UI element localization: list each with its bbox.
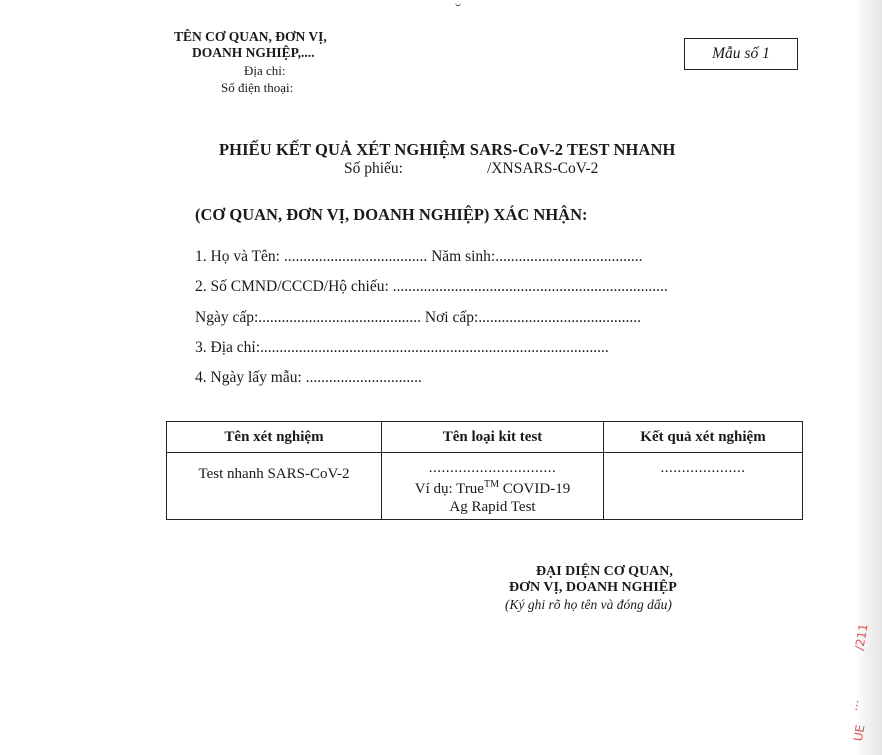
kit-example-suffix: COVID-19 xyxy=(498,481,571,497)
org-name-line2: DOANH NGHIỆP,.... xyxy=(192,45,315,60)
phone-label: Số điện thoại: xyxy=(221,80,294,95)
field-name-birthyear: 1. Họ và Tên: ..................................... Năm sinh:...................................... xyxy=(195,248,643,265)
table-row xyxy=(167,453,803,520)
stamp-mark-1: /211 xyxy=(852,622,871,652)
result-table xyxy=(166,421,803,520)
field-id-number: 2. Số CMND/CCCD/Hộ chiếu: ....................................................................... xyxy=(195,278,668,295)
ticket-number-suffix: /XNSARS-CoV-2 xyxy=(487,160,599,177)
stamp-mark-3: UE xyxy=(850,723,868,743)
table-header-row xyxy=(167,422,803,453)
kit-dots: .............................. xyxy=(428,460,557,476)
kit-example-line1 xyxy=(382,476,603,498)
org-name-line1: TÊN CƠ QUAN, ĐƠN VỊ, xyxy=(174,29,327,44)
kit-example-line2: Ag Rapid Test xyxy=(449,499,536,515)
page-edge-mark xyxy=(455,0,461,6)
test-name-text: Test nhanh SARS-CoV-2 xyxy=(198,466,350,482)
ticket-number-label: Số phiếu: xyxy=(344,160,403,177)
signature-title-line1: ĐẠI DIỆN CƠ QUAN, xyxy=(536,564,673,579)
page-title: PHIẾU KẾT QUẢ XÉT NGHIỆM SARS-CoV-2 TEST NHANH xyxy=(219,140,676,159)
stamp-mark-2: ... xyxy=(845,698,862,712)
trademark-sup: TM xyxy=(483,479,499,490)
cell-kit-name xyxy=(382,453,604,520)
field-issue-date-place: Ngày cấp:.......................................... Nơi cấp:.......................................... xyxy=(195,309,642,326)
cell-test-name xyxy=(167,453,382,520)
result-dots: .................... xyxy=(660,460,746,476)
cell-result xyxy=(604,453,803,520)
field-address: 3. Địa chỉ:.......................................................................................... xyxy=(195,339,609,356)
header-result: Kết quả xét nghiệm xyxy=(604,422,803,453)
form-code-box: Mẫu số 1 xyxy=(684,38,798,70)
field-sample-date: 4. Ngày lấy mẫu: .............................. xyxy=(195,369,422,386)
signature-title-line2: ĐƠN VỊ, DOANH NGHIỆP xyxy=(509,580,677,595)
kit-example-prefix: Ví dụ: True xyxy=(414,481,484,497)
signature-note: (Ký ghi rõ họ tên và đóng dấu) xyxy=(505,597,672,612)
confirm-heading: (CƠ QUAN, ĐƠN VỊ, DOANH NGHIỆP) XÁC NHẬN: xyxy=(195,205,588,224)
address-label: Địa chỉ: xyxy=(244,63,286,78)
header-test-name: Tên xét nghiệm xyxy=(167,422,382,453)
header-kit-name: Tên loại kit test xyxy=(382,422,604,453)
